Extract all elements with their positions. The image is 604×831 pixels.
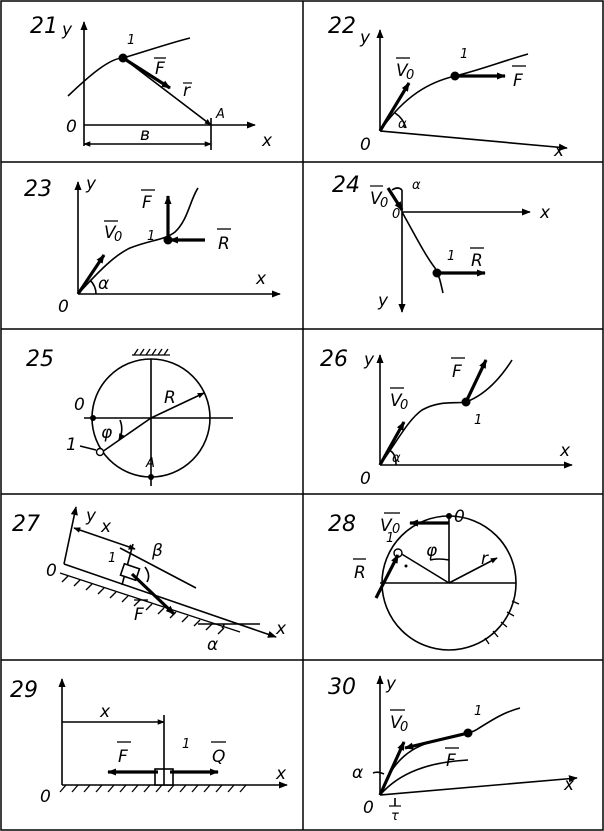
origin-label: 0 [40, 787, 51, 807]
force-label: F [513, 71, 523, 91]
y-axis-label: y [86, 506, 97, 526]
panel-28 [328, 507, 519, 650]
velocity-label: V [396, 61, 408, 81]
point-label: 1 [147, 229, 156, 244]
y-axis-label: y [86, 174, 97, 194]
point-label: 1 [474, 413, 483, 428]
panel-number: 26 [320, 347, 348, 372]
velocity-sub: 0 [392, 522, 401, 537]
radius-arrow [151, 393, 204, 418]
right-angle-dot [405, 565, 408, 568]
angle-label: α [398, 117, 407, 132]
origin-label: 0 [454, 507, 465, 527]
x-axis-label: x [256, 269, 267, 289]
point-label: 1 [386, 531, 395, 546]
panel-number: 29 [10, 678, 38, 703]
point-a [148, 474, 154, 480]
x-axis-label: x [262, 131, 273, 151]
point-label: 1 [108, 551, 117, 566]
beta-label: β [152, 541, 163, 561]
q-label: Q [212, 747, 226, 767]
y-axis [64, 507, 76, 564]
panel-27 [12, 506, 287, 655]
panel-22 [328, 14, 567, 161]
x-axis [380, 778, 577, 795]
point-label: 1 [447, 249, 456, 264]
point-label: 1 [66, 435, 77, 455]
dimension-label: в [140, 125, 151, 145]
panel-number: 30 [328, 675, 356, 700]
y-axis-label: y [386, 674, 397, 694]
angle-label: α [98, 274, 110, 294]
velocity-label: V [370, 189, 382, 209]
origin-label: 0 [360, 469, 371, 489]
panel-26 [320, 347, 572, 489]
velocity-sub: 0 [380, 196, 389, 211]
x-axis-label: x [554, 141, 565, 161]
origin-label: 0 [363, 798, 374, 818]
velocity-label: V [390, 713, 402, 733]
origin-label: 0 [360, 135, 371, 155]
radius-label: R [164, 388, 176, 408]
origin-label: 0 [66, 117, 77, 137]
reaction-label: R [471, 251, 483, 271]
origin-label: 0 [58, 297, 69, 317]
x-axis-label: x [276, 764, 287, 784]
x-axis-label: x [540, 203, 551, 223]
radius-to-point [400, 553, 449, 583]
angle-arc [392, 188, 402, 190]
point-a-label: A [216, 107, 225, 122]
trajectory-curve [402, 212, 443, 293]
point-label: 1 [127, 33, 136, 48]
panel-number: 25 [26, 347, 54, 372]
panel-24 [332, 173, 551, 312]
origin-label: 0 [46, 561, 57, 581]
velocity-sub: 0 [400, 398, 409, 413]
radius-label: r [481, 549, 488, 569]
y-axis-label: y [360, 28, 371, 48]
panel-25 [26, 347, 233, 486]
angle-label: α [392, 451, 401, 466]
y-axis-label: y [62, 20, 73, 40]
x-dimension-label: x [100, 702, 111, 722]
force-label: F [155, 59, 165, 79]
y-axis-label: y [378, 291, 389, 311]
angle-label: α [207, 635, 219, 655]
vector-label: r [183, 81, 190, 101]
origin-label: 0 [392, 207, 401, 222]
velocity-sub: 0 [406, 68, 415, 83]
point-1 [97, 449, 104, 456]
panel-number: 22 [328, 14, 356, 39]
velocity-sub: 0 [400, 720, 409, 735]
radius-arrow [449, 558, 497, 583]
angle-arc [119, 420, 122, 440]
force-label: F [446, 751, 456, 771]
point-label: 1 [460, 47, 469, 62]
point-o [446, 513, 452, 519]
tau-label: τ [391, 809, 399, 824]
force-label: F [142, 193, 152, 213]
panel-30 [328, 674, 577, 824]
velocity-arrow [380, 742, 404, 795]
force-arrow [466, 360, 486, 402]
panel-number: 21 [30, 14, 58, 39]
beta-arc [145, 567, 149, 582]
reaction-arrow [376, 555, 398, 598]
panel-21 [30, 14, 273, 151]
point-leader [80, 446, 96, 450]
velocity-label: V [104, 223, 116, 243]
velocity-sub: 0 [114, 230, 123, 245]
force-label: F [134, 605, 144, 625]
x-axis-label: x [560, 441, 571, 461]
velocity-label: V [380, 516, 392, 536]
origin-label: 0 [74, 395, 85, 415]
x-dimension-label: x [101, 517, 112, 537]
angle-label: φ [101, 423, 113, 443]
reaction-label: R [218, 234, 230, 254]
y-axis-label: y [364, 350, 375, 370]
angle-label: α [352, 763, 364, 783]
panel-number: 23 [24, 177, 52, 202]
point-label: 1 [474, 704, 483, 719]
angle-label: φ [426, 541, 438, 561]
point-label: 1 [182, 737, 191, 752]
ground-hatch [60, 573, 240, 634]
angle-arc [373, 772, 384, 774]
panel-number: 24 [332, 173, 360, 198]
ground-hatch [485, 601, 519, 644]
panel-23 [24, 174, 280, 317]
x-axis-label: x [276, 619, 287, 639]
x-axis-label: x [564, 775, 575, 795]
radius-vector [123, 58, 211, 125]
panel-number: 28 [328, 512, 356, 537]
panel-29 [10, 678, 287, 807]
angle-label: α [412, 178, 421, 193]
x-axis [380, 131, 567, 148]
force-arrow [405, 733, 468, 748]
force-label: F [452, 362, 462, 382]
panel-number: 27 [12, 512, 40, 537]
point-a-label: A [146, 456, 155, 471]
reaction-label: R [354, 563, 366, 583]
force-label: F [118, 747, 128, 767]
ground-hatch [60, 785, 246, 792]
ground-hatch [132, 349, 170, 355]
velocity-label: V [390, 391, 402, 411]
angle-arc [90, 280, 96, 294]
point-o [90, 415, 96, 421]
